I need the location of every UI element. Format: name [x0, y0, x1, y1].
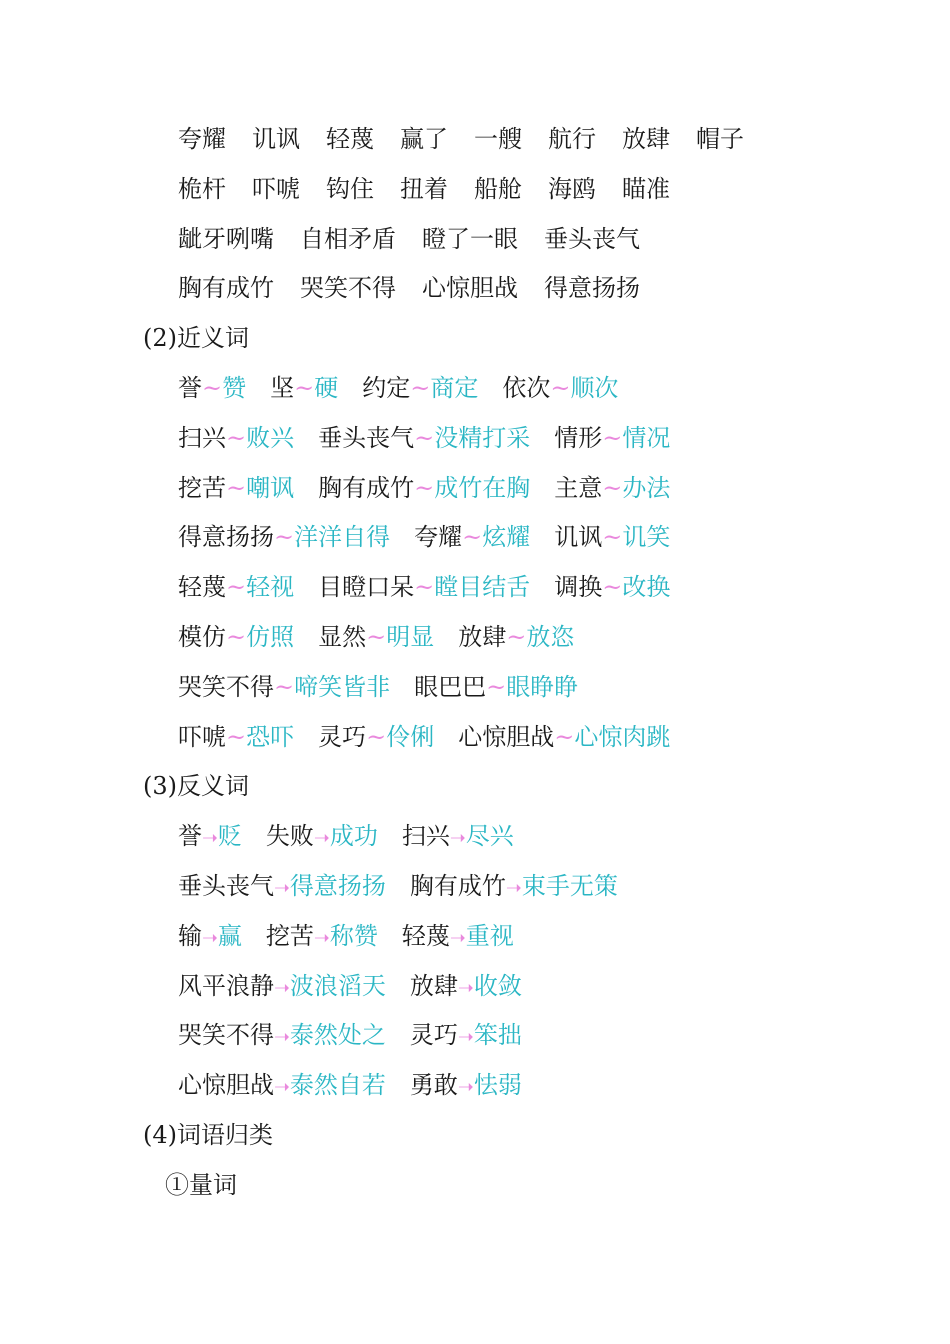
vocab-word: 夸耀	[178, 125, 226, 153]
vocab-row	[178, 169, 696, 209]
word: 失败	[265, 822, 314, 850]
word: 主意	[554, 474, 603, 502]
vocab-word: 扭着	[400, 175, 448, 203]
arrow-icon: ➝	[505, 877, 522, 899]
tilde-symbol: ~	[602, 424, 623, 452]
word: 勇敢	[409, 1071, 458, 1099]
answer: 心惊肉跳	[574, 723, 671, 751]
tilde-symbol: ~	[274, 673, 295, 701]
answer: 眼睁睁	[506, 673, 579, 701]
arrow-icon: ➝	[313, 927, 330, 949]
synonym-pair	[554, 468, 670, 508]
word: 哭笑不得	[178, 673, 274, 701]
antonyms-heading: (3)反义词	[143, 772, 249, 800]
word: 坚	[270, 374, 295, 402]
synonym-pair	[178, 567, 294, 607]
vocab-word: 赢了	[400, 125, 448, 153]
word: 挖苦	[178, 474, 226, 502]
synonyms-row	[178, 517, 694, 557]
word: 胸有成竹	[318, 474, 415, 502]
vocab-word: 一艘	[474, 125, 522, 153]
tilde-symbol: ~	[294, 374, 315, 402]
synonyms-row	[178, 717, 694, 757]
tilde-symbol: ~	[602, 474, 623, 502]
answer: 束手无策	[521, 872, 618, 900]
tilde-symbol: ~	[554, 723, 575, 751]
vocab-word: 轻蔑	[326, 125, 374, 153]
antonym-pair	[402, 816, 514, 858]
arrow-icon: ➝	[274, 1076, 290, 1098]
antonyms-row	[178, 866, 642, 906]
word: 心惊胆战	[178, 1071, 274, 1099]
tilde-symbol: ~	[602, 573, 623, 601]
tilde-symbol: ~	[366, 623, 387, 651]
synonyms-row	[178, 567, 694, 607]
synonym-pair	[502, 368, 618, 408]
antonym-pair	[410, 866, 618, 908]
answer: 恐吓	[246, 723, 295, 751]
answer: 波浪滔天	[289, 972, 386, 1000]
word: 风平浪静	[178, 972, 274, 1000]
antonym-pair	[266, 916, 378, 958]
synonym-pair	[178, 717, 294, 757]
answer: 商定	[430, 374, 479, 402]
antonyms-row	[178, 1015, 546, 1055]
synonym-pair	[458, 717, 670, 757]
synonym-pair	[178, 667, 390, 707]
tilde-symbol: ~	[410, 374, 431, 402]
vocab-word: 瞄准	[622, 175, 670, 203]
vocab-word: 帽子	[696, 125, 744, 153]
antonyms-row	[178, 816, 538, 856]
answer: 洋洋自得	[294, 523, 391, 551]
arrow-icon: ➝	[457, 1076, 474, 1098]
tilde-symbol: ~	[202, 374, 223, 402]
antonym-pair	[178, 916, 242, 958]
word: 挖苦	[265, 922, 314, 950]
tilde-symbol: ~	[414, 573, 435, 601]
vocab-row	[178, 268, 666, 308]
word: 放肆	[458, 623, 507, 651]
synonym-pair	[414, 667, 578, 707]
vocab-word: 航行	[548, 125, 596, 153]
answer: 轻视	[246, 573, 295, 601]
answer: 贬	[217, 822, 242, 850]
answer: 收敛	[473, 972, 522, 1000]
word: 输	[178, 922, 202, 950]
synonym-pair	[318, 567, 530, 607]
synonyms-heading: (2)近义词	[143, 324, 249, 352]
answer: 重视	[465, 922, 514, 950]
antonym-pair	[178, 866, 386, 908]
vocab-row	[178, 119, 770, 159]
answer: 明显	[386, 623, 435, 651]
word: 心惊胆战	[458, 723, 555, 751]
answer: 办法	[622, 474, 671, 502]
word: 放肆	[409, 972, 458, 1000]
synonym-pair	[318, 418, 530, 458]
answer: 怯弱	[473, 1071, 522, 1099]
answer: 赞	[222, 374, 247, 402]
arrow-icon: ➝	[202, 927, 218, 949]
arrow-icon: ➝	[274, 877, 290, 899]
answer: 硬	[314, 374, 339, 402]
word: 扫兴	[178, 424, 226, 452]
answer: 啼笑皆非	[294, 673, 391, 701]
vocab-row	[178, 219, 666, 259]
vocab-word: 哭笑不得	[300, 274, 396, 302]
tilde-symbol: ~	[550, 374, 571, 402]
classification-heading: (4)词语归类	[143, 1121, 273, 1149]
answer: 败兴	[246, 424, 295, 452]
synonym-pair	[414, 517, 530, 557]
word: 眼巴巴	[414, 673, 487, 701]
antonym-pair	[410, 966, 522, 1008]
synonym-pair	[554, 418, 670, 458]
word: 垂头丧气	[318, 424, 415, 452]
answer: 笨拙	[473, 1021, 522, 1049]
vocab-word: 放肆	[622, 125, 670, 153]
word: 讥讽	[554, 523, 603, 551]
answer: 泰然处之	[289, 1021, 386, 1049]
word: 轻蔑	[178, 573, 226, 601]
word: 模仿	[178, 623, 226, 651]
vocab-word: 心惊胆战	[422, 274, 518, 302]
synonyms-row	[178, 617, 598, 657]
word: 夸耀	[414, 523, 463, 551]
word: 显然	[318, 623, 367, 651]
answer: 放恣	[526, 623, 575, 651]
word: 得意扬扬	[178, 523, 274, 551]
tilde-symbol: ~	[486, 673, 507, 701]
answer: 成竹在胸	[434, 474, 531, 502]
answer: 成功	[329, 822, 378, 850]
vocab-word: 自相矛盾	[300, 225, 396, 253]
tilde-symbol: ~	[226, 573, 247, 601]
synonym-pair	[318, 717, 434, 757]
arrow-icon: ➝	[274, 1026, 290, 1048]
tilde-symbol: ~	[226, 474, 247, 502]
word: 扫兴	[401, 822, 450, 850]
word: 哭笑不得	[178, 1021, 274, 1049]
answer: 炫耀	[482, 523, 531, 551]
antonyms-row	[178, 916, 538, 956]
antonym-pair	[410, 1065, 522, 1107]
vocab-word: 桅杆	[178, 175, 226, 203]
answer: 伶俐	[386, 723, 435, 751]
synonym-pair	[178, 617, 294, 657]
synonym-pair	[554, 567, 670, 607]
tilde-symbol: ~	[226, 424, 247, 452]
antonyms-row	[178, 1065, 546, 1105]
word: 调换	[554, 573, 603, 601]
synonym-pair	[318, 468, 530, 508]
word: 誉	[178, 822, 202, 850]
vocab-word: 海鸥	[548, 175, 596, 203]
synonym-pair	[554, 517, 670, 557]
synonym-pair	[178, 517, 390, 557]
answer: 瞠目结舌	[434, 573, 531, 601]
synonyms-row	[178, 667, 602, 707]
vocab-word: 吓唬	[252, 175, 300, 203]
tilde-symbol: ~	[366, 723, 387, 751]
tilde-symbol: ~	[414, 424, 435, 452]
arrow-icon: ➝	[449, 827, 466, 849]
antonym-pair	[178, 966, 386, 1008]
synonym-pair	[178, 468, 294, 508]
vocab-word: 胸有成竹	[178, 274, 274, 302]
synonym-pair	[458, 617, 574, 657]
answer: 仿照	[246, 623, 295, 651]
classification-sub-item: ①量词	[165, 1171, 237, 1199]
arrow-icon: ➝	[449, 927, 466, 949]
word: 胸有成竹	[409, 872, 506, 900]
tilde-symbol: ~	[602, 523, 623, 551]
answer: 没精打采	[434, 424, 531, 452]
answer: 泰然自若	[289, 1071, 386, 1099]
word: 誉	[178, 374, 202, 402]
arrow-icon: ➝	[457, 977, 474, 999]
arrow-icon: ➝	[202, 827, 218, 849]
synonym-pair	[270, 368, 338, 408]
word: 约定	[362, 374, 411, 402]
tilde-symbol: ~	[462, 523, 483, 551]
answer: 得意扬扬	[289, 872, 386, 900]
antonyms-row	[178, 966, 546, 1006]
word: 情形	[554, 424, 603, 452]
word: 依次	[502, 374, 551, 402]
antonym-pair	[266, 816, 378, 858]
tilde-symbol: ~	[274, 523, 295, 551]
antonym-pair	[178, 816, 242, 858]
synonyms-row	[178, 468, 694, 508]
antonym-pair	[178, 1065, 386, 1107]
synonyms-row	[178, 418, 694, 458]
word: 灵巧	[318, 723, 367, 751]
answer: 赢	[217, 922, 242, 950]
word: 轻蔑	[401, 922, 450, 950]
antonym-pair	[410, 1015, 522, 1057]
synonym-pair	[362, 368, 478, 408]
synonym-pair	[318, 617, 434, 657]
synonyms-row	[178, 368, 642, 408]
word: 目瞪口呆	[318, 573, 415, 601]
vocab-word: 得意扬扬	[544, 274, 640, 302]
vocab-word: 钩住	[326, 175, 374, 203]
answer: 嘲讽	[246, 474, 295, 502]
arrow-icon: ➝	[457, 1026, 474, 1048]
vocab-word: 瞪了一眼	[422, 225, 518, 253]
antonym-pair	[178, 1015, 386, 1057]
antonym-pair	[402, 916, 514, 958]
answer: 顺次	[570, 374, 619, 402]
synonym-pair	[178, 418, 294, 458]
tilde-symbol: ~	[226, 623, 247, 651]
arrow-icon: ➝	[313, 827, 330, 849]
word: 灵巧	[409, 1021, 458, 1049]
word: 垂头丧气	[178, 872, 274, 900]
vocab-word: 讥讽	[252, 125, 300, 153]
answer: 称赞	[329, 922, 378, 950]
answer: 讥笑	[622, 523, 671, 551]
answer: 情况	[622, 424, 671, 452]
vocab-word: 龇牙咧嘴	[178, 225, 274, 253]
tilde-symbol: ~	[506, 623, 527, 651]
tilde-symbol: ~	[226, 723, 247, 751]
tilde-symbol: ~	[414, 474, 435, 502]
answer: 改换	[622, 573, 671, 601]
vocab-word: 垂头丧气	[544, 225, 640, 253]
arrow-icon: ➝	[274, 977, 290, 999]
synonym-pair	[178, 368, 246, 408]
answer: 尽兴	[465, 822, 514, 850]
vocab-word: 船舱	[474, 175, 522, 203]
word: 吓唬	[178, 723, 226, 751]
